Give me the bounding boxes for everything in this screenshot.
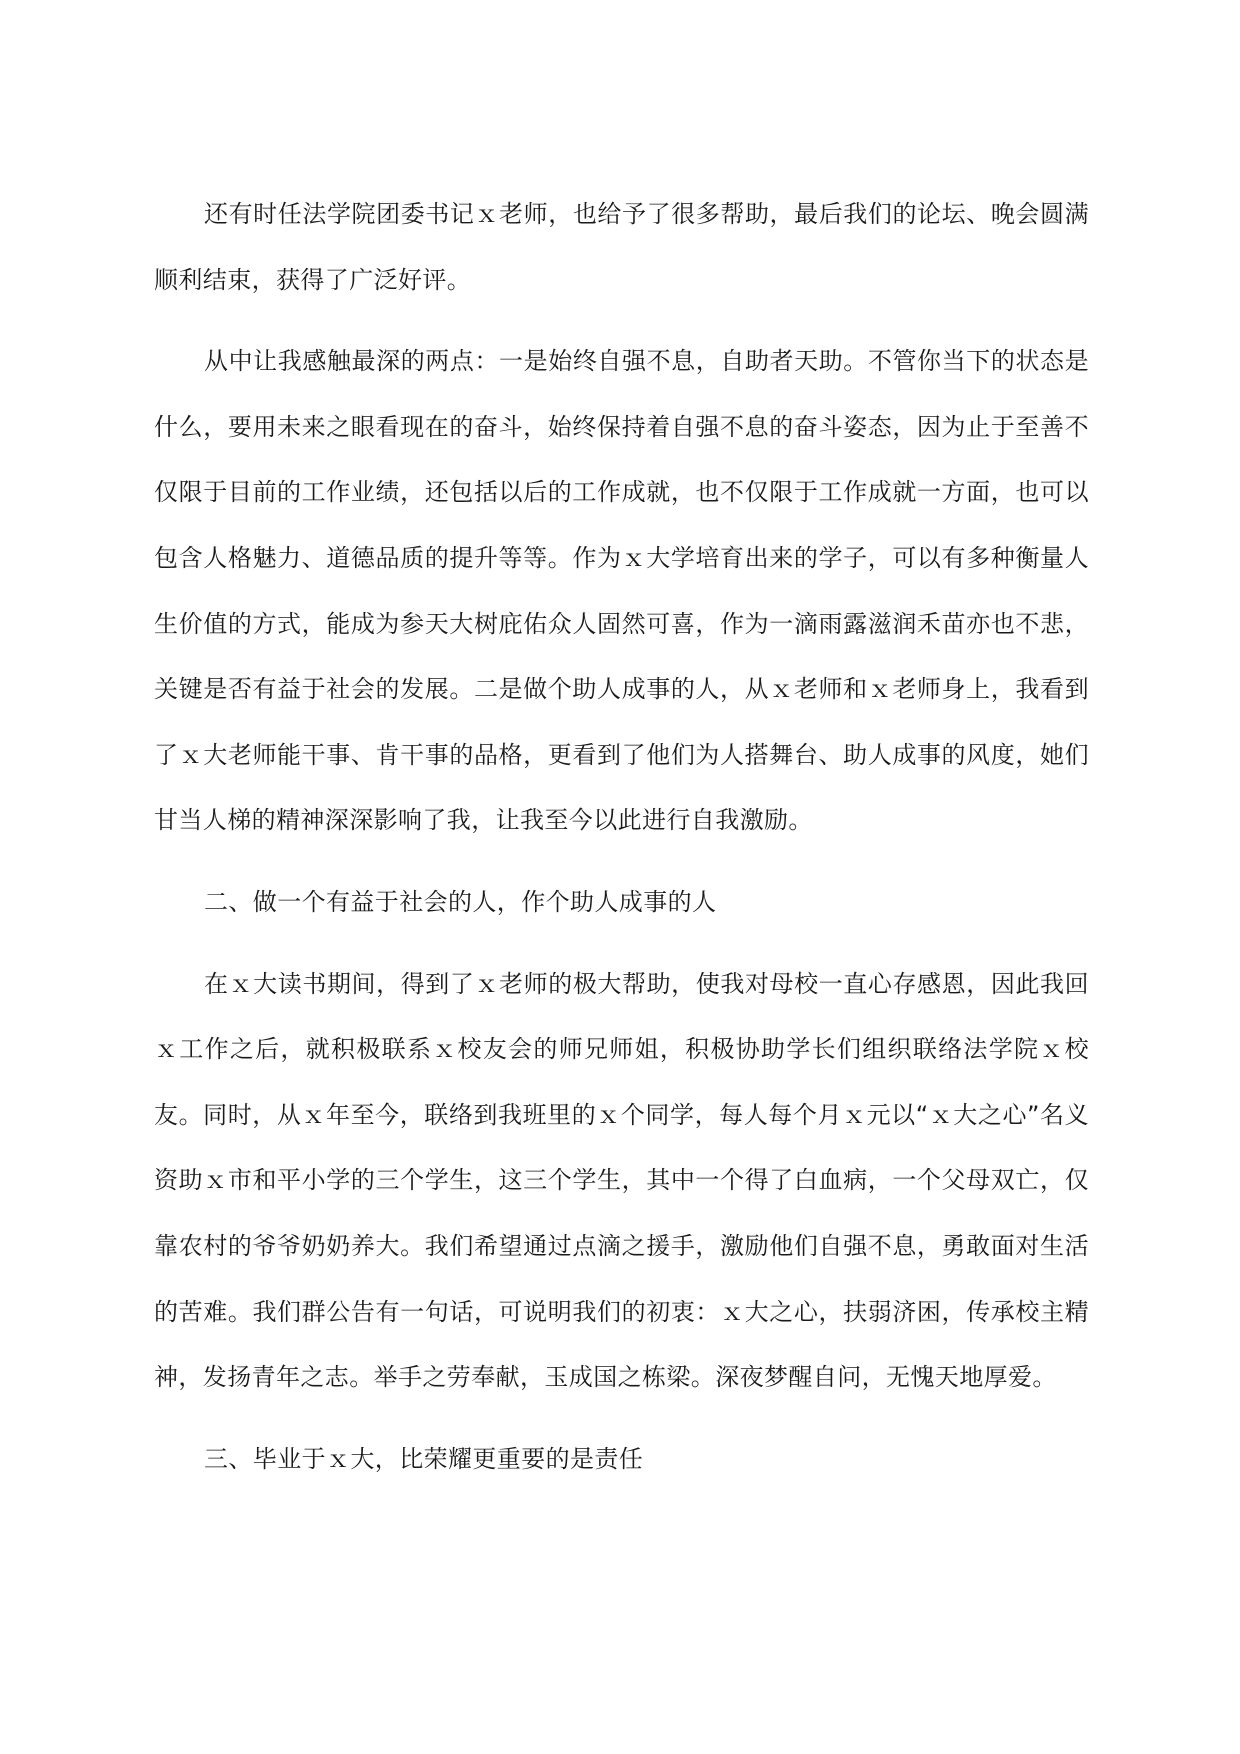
- paragraph-1: 还有时任法学院团委书记ｘ老师，也给予了很多帮助，最后我们的论坛、晚会圆满顺利结束，获得了广泛好评。: [154, 200, 1089, 294]
- section-heading-2: 二、做一个有益于社会的人，作个助人成事的人: [204, 887, 717, 916]
- document-body: [154, 182, 1089, 1508]
- section-heading-3: 三、毕业于ｘ大，比荣耀更重要的是责任: [204, 1444, 644, 1473]
- paragraph-2: 从中让我感触最深的两点：一是始终自强不息，自助者天助。不管你当下的状态是什么，要用未来之眼看现在的奋斗，始终保持着自强不息的奋斗姿态，因为止于至善不仅限于目前的工作业绩，还包括以后的工作成就，也不仅限于工作成就一方面，也可以包含人格魅力、道德品质的提升等等。作为ｘ大学培育出来的学子，可以有多种衡量人生价值的方式，能成为参天大树庇佑众人固然可喜，作为一滴雨露滋润禾苗亦也不悲，关键是否有益于社会的发展。二是做个助人成事的人，从ｘ老师和ｘ老师身上，我看到了ｘ大老师能干事、肯干事的品格，更看到了他们为人搭舞台、助人成事的风度，她们甘当人梯的精神深深影响了我，让我至今以此进行自我激励。: [154, 347, 1089, 835]
- paragraph-3: 在ｘ大读书期间，得到了ｘ老师的极大帮助，使我对母校一直心存感恩，因此我回ｘ工作之后，就积极联系ｘ校友会的师兄师姐，积极协助学长们组织联络法学院ｘ校友。同时，从ｘ年至今，联络到我班里的ｘ个同学，每人每个月ｘ元以“ｘ大之心”名义资助ｘ市和平小学的三个学生，这三个学生，其中一个得了白血病，一个父母双亡，仅靠农村的爷爷奶奶养大。我们希望通过点滴之援手，激励他们自强不息，勇敢面对生活的苦难。我们群公告有一句话，可说明我们的初衷：ｘ大之心，扶弱济困，传承校主精神，发扬青年之志。举手之劳奉献，玉成国之栋梁。深夜梦醒自问，无愧天地厚爱。: [154, 969, 1089, 1392]
